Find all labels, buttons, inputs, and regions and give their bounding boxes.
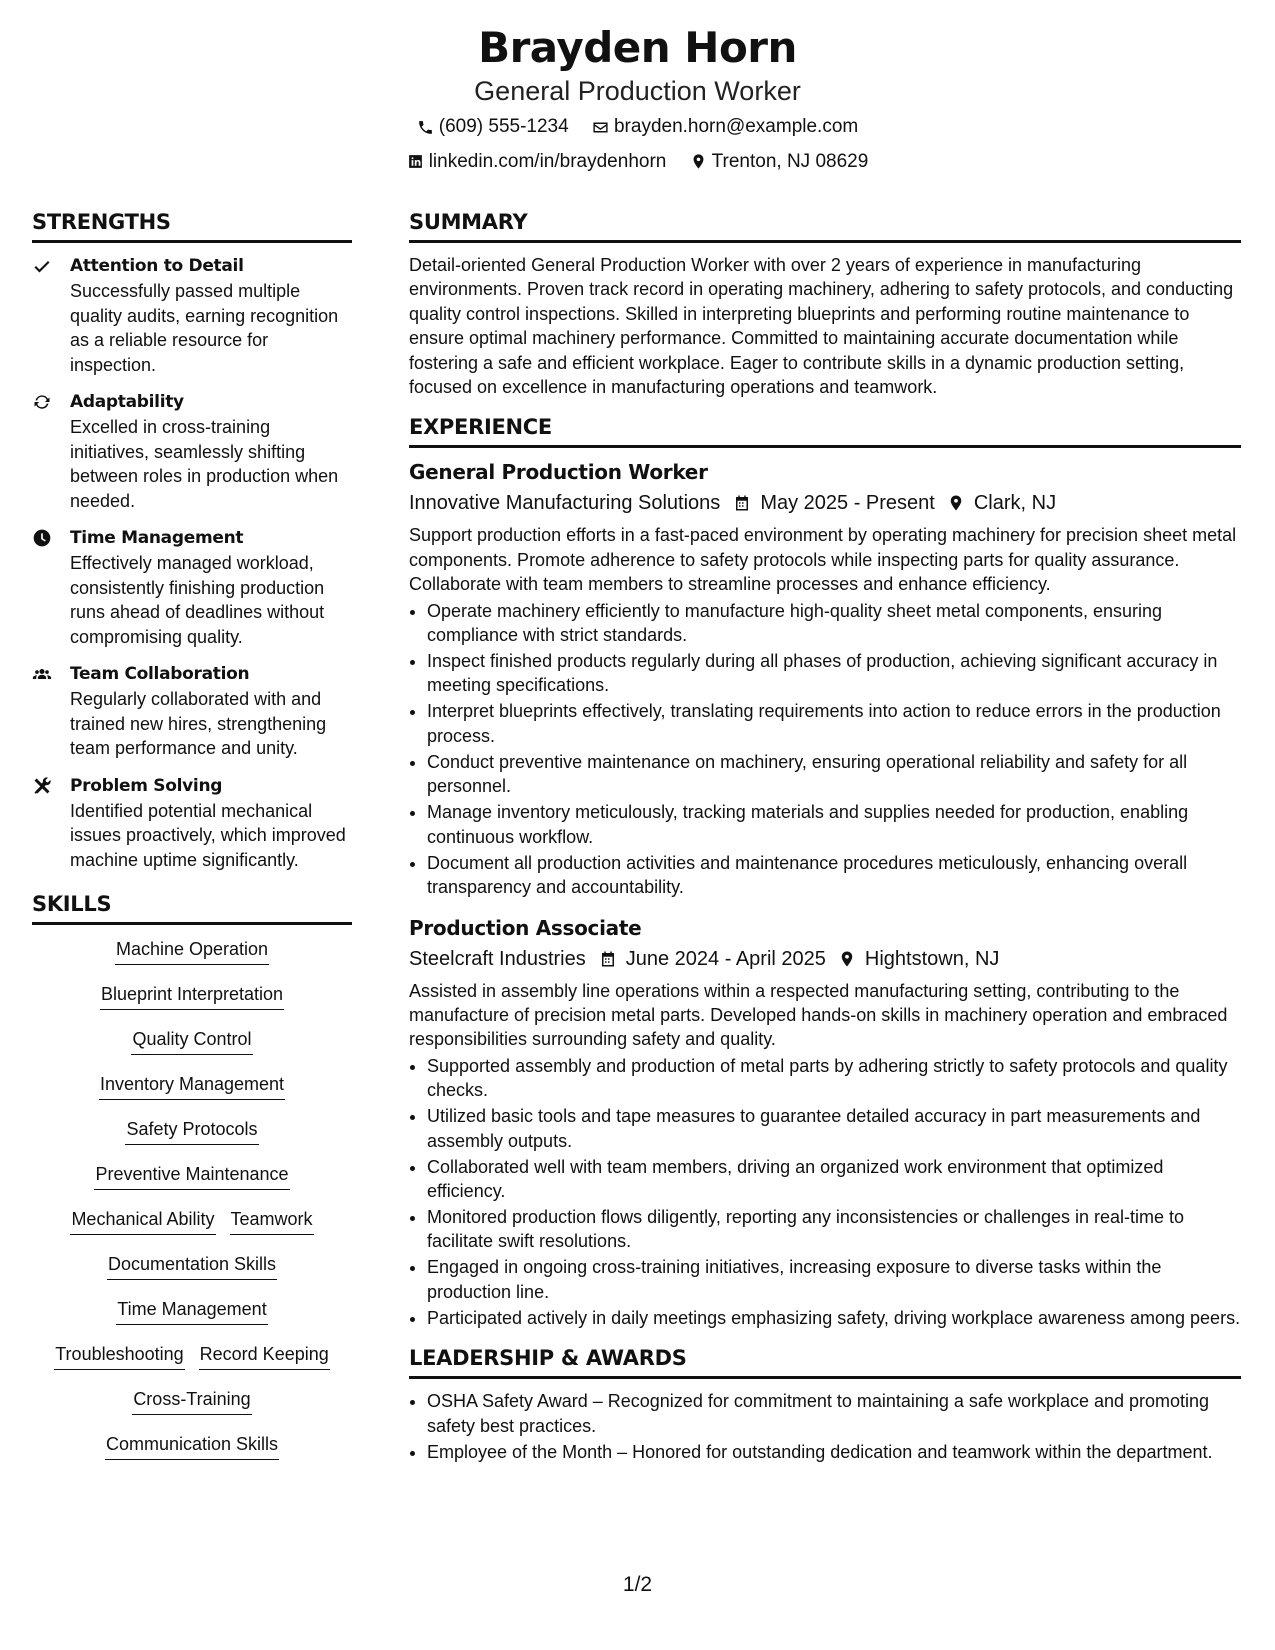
contact-row-1 (0, 115, 1275, 143)
strength-title: Time Management (70, 528, 244, 548)
strength-item (32, 389, 352, 513)
calendar-icon (733, 494, 751, 512)
phone-contact (417, 115, 569, 139)
users-icon (32, 664, 52, 684)
clock-icon (32, 528, 52, 548)
right-column (409, 208, 1241, 1466)
strength-item (32, 253, 352, 377)
job-bullet: • Document all production activities and maintenance procedures meticulously, enhancing overall transparency and accountability. (427, 851, 1241, 900)
strength-item (32, 525, 352, 649)
phone-icon (417, 119, 434, 136)
job-location: Clark, NJ (973, 492, 1057, 515)
job-bullet: • Supported assembly and production of metal parts by adhering strictly to safety protocols and quality checks. (427, 1054, 1241, 1103)
strength-title: Attention to Detail (70, 256, 244, 276)
skills-heading: SKILLS (32, 890, 352, 925)
candidate-name: Brayden Horn (478, 23, 797, 72)
job-meta (409, 489, 1241, 517)
strength-desc: Identified potential mechanical issues proactively, which improved machine uptime significantly. (70, 800, 346, 870)
job-bullet: • Monitored production flows diligently, reporting any inconsistencies or challenges in real-time to facilitate swift resolutions. (427, 1205, 1241, 1254)
linkedin-contact (407, 150, 667, 174)
job-entry (409, 458, 1241, 899)
job-bullet: • Utilized basic tools and tape measures to guarantee detailed accuracy in part measurements and assembly outputs. (427, 1104, 1241, 1153)
strength-desc: Successfully passed multiple quality audits, earning recognition as a reliable resource for inspection. (70, 281, 339, 375)
award-item: • Employee of the Month – Honored for outstanding dedication and teamwork within the department. (427, 1440, 1241, 1464)
job-description: Assisted in assembly line operations within a respected manufacturing setting, contributing to the manufacture of precision metal parts. Developed hands-on skills in machinery operation and embraced responsibilities surrounding safety and quality. (409, 980, 1228, 1050)
skill-tag: Blueprint Interpretation (100, 982, 284, 1010)
awards-heading: LEADERSHIP & AWARDS (409, 1344, 1241, 1379)
job-company: Innovative Manufacturing Solutions (409, 492, 721, 515)
strengths-heading: STRENGTHS (32, 208, 352, 243)
skill-tag: Machine Operation (115, 937, 269, 965)
skill-tag: Communication Skills (105, 1432, 279, 1460)
skill-tag: Time Management (116, 1297, 267, 1325)
job-bullet: • Participated actively in daily meetings emphasizing safety, driving workplace awareness among peers. (427, 1306, 1241, 1330)
map-pin-icon (690, 153, 707, 170)
job-bullet: • Engaged in ongoing cross-training initiatives, increasing exposure to diverse tasks within the production line. (427, 1255, 1241, 1304)
job-title: General Production Worker (474, 76, 801, 106)
strength-title: Adaptability (70, 392, 184, 412)
skill-tag: Documentation Skills (107, 1252, 277, 1280)
job-bullet: • Manage inventory meticulously, tracking materials and supplies needed for production, enabling continuous workflow. (427, 800, 1241, 849)
job-location: Hightstown, NJ (864, 947, 1000, 970)
job-meta (409, 945, 1241, 973)
job-dates: May 2025 - Present (760, 492, 935, 515)
job-entry (409, 914, 1241, 1331)
job-company: Steelcraft Industries (409, 947, 586, 970)
tools-icon (32, 776, 52, 796)
strength-desc: Effectively managed workload, consistently finishing production runs ahead of deadlines without compromising quality. (70, 553, 325, 647)
skill-tag: Teamwork (230, 1207, 314, 1235)
summary-text: Detail-oriented General Production Worker with over 2 years of experience in manufacturing environments. Proven track record in operating machinery, adhering to safety protocols, and conducting quality control inspections. Skilled in interpreting blueprints and performing routine maintenance to ensure optimal machinery performance. Committed to maintaining accurate documentation while fostering a safe and efficient workplace. Eager to contribute skills in a dynamic production setting, focused on excellence in manufacturing operations and teamwork. (409, 255, 1234, 398)
job-bullet: • Operate machinery efficiently to manufacture high-quality sheet metal components, ensuring compliance with strict standards. (427, 599, 1241, 648)
award-item: • OSHA Safety Award – Recognized for commitment to maintaining a safe workplace and promoting safety best practices. (427, 1389, 1241, 1438)
strength-item (32, 661, 352, 761)
job-bullet: • Collaborated well with team members, driving an organized work environment that optimized efficiency. (427, 1155, 1241, 1204)
strength-item (32, 773, 352, 873)
summary-heading: SUMMARY (409, 208, 1241, 243)
contact-row-2 (0, 150, 1275, 178)
location-contact (690, 150, 869, 174)
refresh-icon (32, 392, 52, 412)
skill-tag: Troubleshooting (54, 1342, 184, 1370)
skill-tag: Inventory Management (99, 1072, 285, 1100)
location-text: Trenton, NJ 08629 (711, 150, 869, 172)
resume-header (0, 22, 1275, 177)
email-contact (592, 115, 858, 139)
skill-tag: Record Keeping (199, 1342, 330, 1370)
strength-desc: Excelled in cross-training initiatives, seamlessly shifting between roles in production when needed. (70, 417, 339, 511)
skills-list (32, 937, 352, 1477)
job-bullet: • Conduct preventive maintenance on machinery, ensuring operational reliability and safety for all personnel. (427, 750, 1241, 799)
job-description: Support production efforts in a fast-paced environment by operating machinery for precision sheet metal components. Promote adherence to safety protocols while inspecting parts for quality assurance. Collaborate with team members to streamline processes and enhance efficiency. (409, 525, 1237, 595)
skill-tag: Mechanical Ability (70, 1207, 215, 1235)
job-bullet: • Interpret blueprints effectively, translating requirements into action to reduce errors in the production process. (427, 699, 1241, 748)
skill-tag: Quality Control (131, 1027, 252, 1055)
page-number: 1/2 (622, 1573, 653, 1596)
map-pin-icon (838, 950, 856, 968)
job-bullets (409, 599, 1241, 900)
map-pin-icon (947, 494, 965, 512)
job-position: Production Associate (409, 915, 642, 940)
left-column (32, 208, 352, 1477)
calendar-icon (599, 950, 617, 968)
email-text: brayden.horn@example.com (613, 116, 859, 137)
awards-list (409, 1389, 1241, 1464)
phone-text: (609) 555-1234 (438, 116, 569, 137)
skill-tag: Cross-Training (132, 1387, 251, 1415)
job-position: General Production Worker (409, 460, 708, 485)
envelope-icon (592, 119, 609, 136)
experience-heading: EXPERIENCE (409, 413, 1241, 448)
strength-title: Problem Solving (70, 775, 223, 796)
job-bullets (409, 1054, 1241, 1330)
skill-tag: Preventive Maintenance (94, 1162, 289, 1190)
job-dates: June 2024 - April 2025 (625, 947, 826, 970)
strength-desc: Regularly collaborated with and trained new hires, strengthening team performance and unity. (70, 689, 327, 758)
job-bullet: • Inspect finished products regularly during all phases of production, achieving significant accuracy in meeting specifications. (427, 649, 1241, 698)
linkedin-text: linkedin.com/in/braydenhorn (428, 150, 667, 172)
linkedin-icon (407, 153, 424, 170)
strength-title: Team Collaboration (70, 664, 250, 684)
skill-tag: Safety Protocols (125, 1117, 258, 1145)
check-icon (32, 256, 52, 276)
